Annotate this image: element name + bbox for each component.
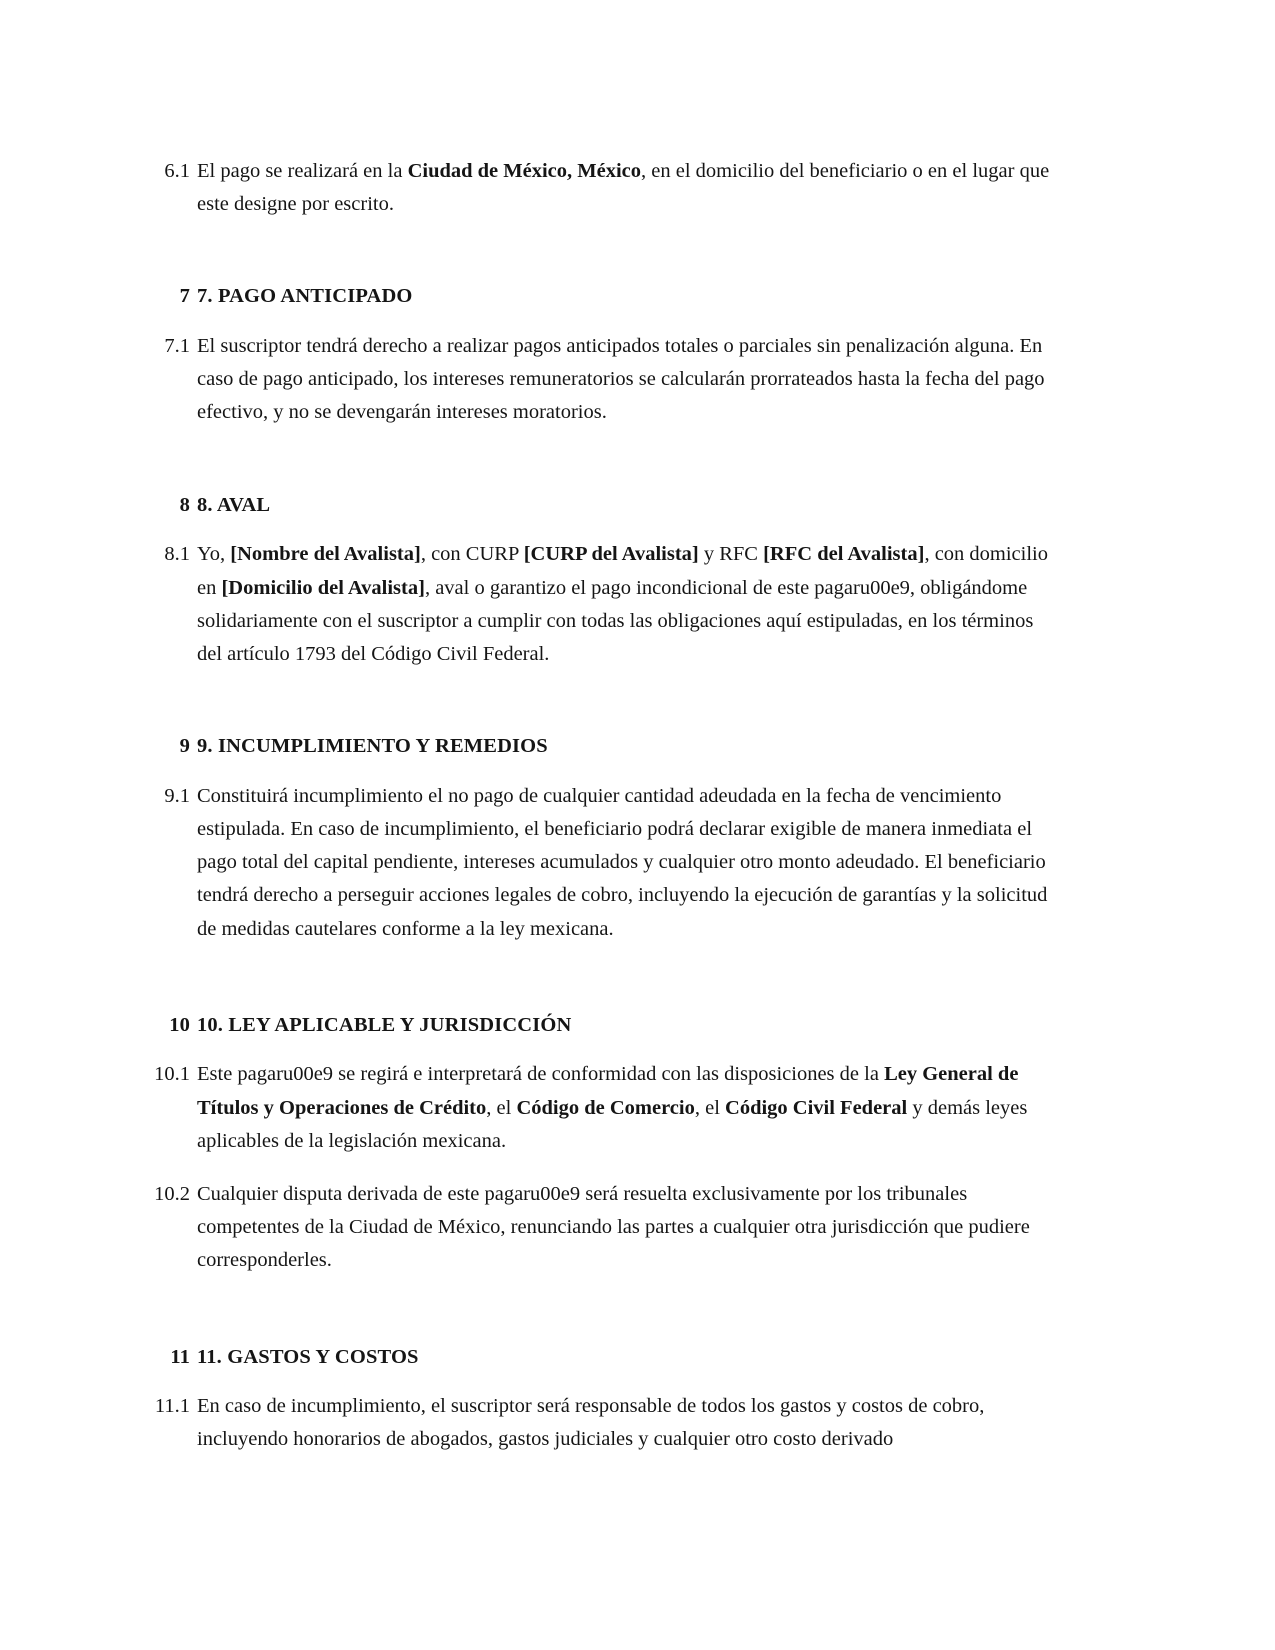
section-spacer (140, 1038, 1050, 1058)
section-number: 9 (179, 735, 190, 758)
section-heading-text (197, 733, 1050, 760)
section-number: 10 (169, 1013, 190, 1036)
emphasis-text: Ley General de Títulos y Operaciones de Crédito (197, 1063, 1019, 1119)
body-text: , el (694, 1096, 726, 1119)
section-number: 11 (170, 1345, 190, 1368)
body-text: , en el domicilio del beneficiario o en el lugar que este designe por escrito. (197, 160, 1050, 216)
body-text: Cualquier disputa derivada de este pagaru00e9 será resuelta exclusivamente por los tribunales competentes de la Ciudad de México, renunciando las partes a cualquier otra jurisdicción que pudiere corresponderles. (197, 1183, 1030, 1272)
clause-paragraph (140, 1390, 1050, 1456)
clause-number: 10.1 (154, 1063, 190, 1086)
section-heading (140, 283, 1050, 310)
emphasis-text: [Domicilio del Avalista] (221, 576, 425, 599)
clause-paragraph (140, 155, 1050, 221)
section-spacer (140, 760, 1050, 780)
section-heading (140, 492, 1050, 519)
body-text: Este pagaru00e9 se regirá e interpretará de conformidad con las disposiciones de la (197, 1063, 885, 1086)
emphasis-text: [RFC del Avalista] (763, 543, 925, 566)
emphasis-text: [Nombre del Avalista] (230, 543, 421, 566)
body-text: , aval o garantizo el pago incondicional de este pagaru00e9, obligándome solidariamente con el suscriptor a cumplir con todas las obligaciones aquí estipuladas, en los términos del artículo 1793 del Código Civil Federal. (197, 576, 1034, 665)
clause-text (197, 1178, 1050, 1278)
section-heading (140, 733, 1050, 760)
section-spacer (140, 946, 1050, 1012)
section-heading-text (197, 1344, 1050, 1371)
emphasis-text: 8. AVAL (197, 493, 271, 516)
clause-number: 8.1 (164, 543, 190, 566)
body-text: Yo, (197, 543, 231, 566)
clause-text (197, 1390, 1050, 1456)
clause-paragraph (140, 538, 1050, 671)
section-spacer (140, 518, 1050, 538)
body-text: , con domicilio en (197, 543, 1048, 599)
clause-number: 6.1 (164, 160, 190, 182)
clause-number: 9.1 (164, 784, 190, 807)
section-spacer (140, 1370, 1050, 1390)
document-body (140, 155, 1050, 1457)
clause-paragraph (140, 330, 1050, 430)
body-text: y RFC (698, 543, 764, 566)
body-text: , con CURP (420, 543, 524, 566)
emphasis-text: Código Civil Federal (725, 1096, 908, 1119)
section-heading (140, 1344, 1050, 1371)
emphasis-text: Ciudad de México, México (407, 160, 642, 182)
clause-paragraph (140, 1058, 1050, 1158)
clause-text (197, 780, 1050, 946)
body-text: El suscriptor tendrá derecho a realizar pagos anticipados totales o parciales sin penalización alguna. En caso de pago anticipado, los intereses remuneratorios se calcularán prorrateados hasta la fecha del pago efectivo, y no se devengarán intereses moratorios. (197, 335, 1045, 424)
section-number: 7 (179, 285, 190, 308)
section-spacer (140, 310, 1050, 330)
emphasis-text: 7. PAGO ANTICIPADO (197, 285, 413, 308)
section-spacer (140, 1278, 1050, 1344)
clause-number: 11.1 (154, 1395, 190, 1418)
clause-number: 7.1 (164, 335, 190, 358)
body-text: El pago se realizará en la (197, 160, 408, 182)
emphasis-text: 10. LEY APLICABLE Y JURISDICCIÓN (197, 1013, 572, 1036)
clause-number: 10.2 (154, 1183, 190, 1206)
section-spacer (140, 221, 1050, 283)
section-heading-text (197, 283, 1050, 310)
section-spacer (140, 430, 1050, 492)
section-heading-text (197, 492, 1050, 519)
section-spacer (140, 1158, 1050, 1178)
section-spacer (140, 671, 1050, 733)
section-heading-text (197, 1012, 1050, 1039)
body-text: , el (486, 1096, 517, 1119)
body-text: Constituirá incumplimiento el no pago de cualquier cantidad adeudada en la fecha de vencimiento estipulada. En caso de incumplimiento, el beneficiario podrá declarar exigible de manera inmediata el pago total del capital pendiente, intereses acumulados y cualquier otro monto adeudado. El beneficiario tendrá derecho a perseguir acciones legales de cobro, incluyendo la ejecución de garantías y la solicitud de medidas cautelares conforme a la ley mexicana. (197, 784, 1048, 940)
emphasis-text: Código de Comercio (516, 1096, 695, 1119)
body-text: y demás leyes aplicables de la legislación mexicana. (197, 1096, 1028, 1152)
emphasis-text: 11. GASTOS Y COSTOS (197, 1345, 419, 1368)
clause-paragraph (140, 1178, 1050, 1278)
emphasis-text: [CURP del Avalista] (523, 543, 699, 566)
body-text: En caso de incumplimiento, el suscriptor será responsable de todos los gastos y costos de cobro, incluyendo honorarios de abogados, gastos judiciales y cualquier otro costo derivado (197, 1395, 985, 1451)
clause-text (197, 330, 1050, 430)
section-number: 8 (179, 493, 190, 516)
clause-paragraph (140, 780, 1050, 946)
section-heading (140, 1012, 1050, 1039)
clause-text (197, 1058, 1050, 1158)
clause-text (197, 538, 1050, 671)
emphasis-text: 9. INCUMPLIMIENTO Y REMEDIOS (197, 735, 548, 758)
clause-text (197, 155, 1050, 221)
